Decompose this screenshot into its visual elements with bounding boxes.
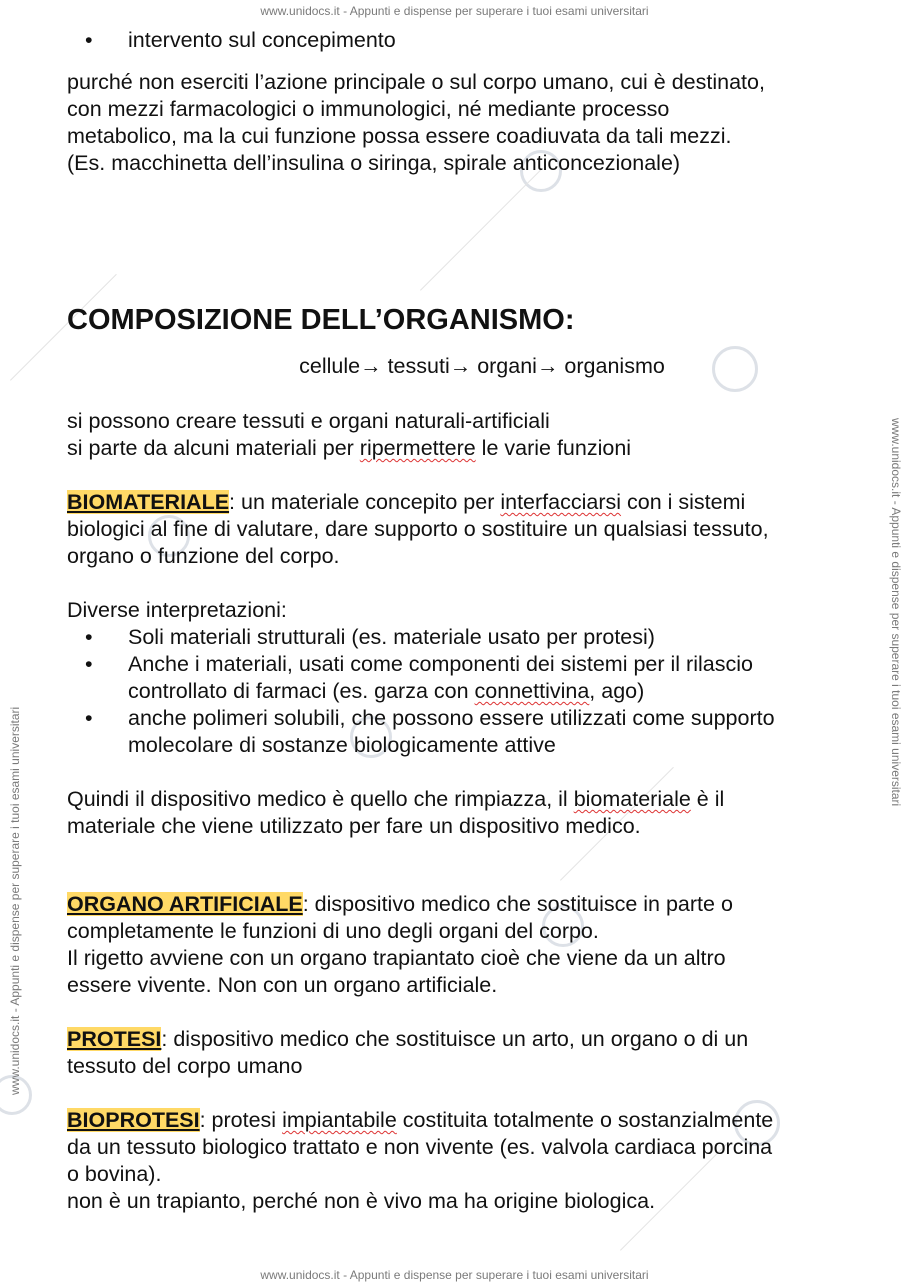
bullet-icon: • [85,706,93,730]
intro-bullet-list [67,27,897,54]
interpretations-title: Diverse interpretazioni: [67,598,287,622]
document-page [67,27,897,1215]
section-heading: COMPOSIZIONE DELL’ORGANISMO: [67,304,575,336]
conclusion-paragraph: Quindi il dispositivo medico è quello che rimpiazza, il biomateriale è il materiale che viene utilizzato per fare un dispositivo medico. [67,787,725,838]
protesi-definition: PROTESI: dispositivo medico che sostituisce un arto, un organo o di un tessuto del corpo umano [67,1027,749,1078]
list-item: • Soli materiali strutturali (es. materiale usato per protesi) [85,625,655,649]
watermark-bottom: www.unidocs.it - Appunti e dispense per superare i tuoi esami universitari [260,1268,649,1282]
bullet-icon: • [85,625,93,649]
term-protesi: PROTESI [67,1027,162,1051]
organo-artificiale-definition: ORGANO ARTIFICIALE: dispositivo medico che sostituisce in parte o completamente le funzioni di uno degli organi del corpo. Il rigetto avviene con un organo trapiantato cioè che viene da un altro essere vivente. Non con un organo artificiale. [67,892,733,997]
intro-paragraph: purché non eserciti l’azione principale o sul corpo umano, cui è destinato, con mezzi farmacologici o immunologici, né mediante processo metabolico, ma la cui funzione possa essere coadiuvata da tali mezzi. (Es. macchinetta dell’insulina o siringa, spirale anticoncezionale) [67,70,765,175]
bullet-icon: • [85,652,93,676]
term-biomateriale: BIOMATERIALE [67,490,230,514]
watermark-right: www.unidocs.it - Appunti e dispense per superare i tuoi esami universitari [889,418,903,807]
list-item: • intervento sul concepimento [85,28,396,52]
watermark-left: www.unidocs.it - Appunti e dispense per superare i tuoi esami universitari [8,706,22,1095]
term-organo-artificiale: ORGANO ARTIFICIALE [67,892,303,916]
bioprotesi-definition: BIOPROTESI: protesi impiantabile costituita totalmente o sostanzialmente da un tessuto biologico trattato e non vivente (es. valvola cardiaca porcina o bovina). non è un trapianto, perché non è vivo ma ha origine biologica. [67,1108,774,1213]
term-bioprotesi: BIOPROTESI [67,1108,200,1132]
biomateriale-definition: BIOMATERIALE: un materiale concepito per interfacciarsi con i sistemi biologici al fine di valutare, dare supporto o sostituire un qualsiasi tessuto, organo o funzione del corpo. [67,490,769,568]
watermark-top: www.unidocs.it - Appunti e dispense per superare i tuoi esami universitari [260,4,649,18]
list-item: • anche polimeri solubili, che possono essere utilizzati come supporto molecolare di sostanze biologicamente attive [85,706,775,757]
interpretations-list [67,624,897,759]
tissues-paragraph: si possono creare tessuti e organi naturali-artificiali si parte da alcuni materiali per ripermettere le varie funzioni [67,409,632,460]
list-item: • Anche i materiali, usati come componenti dei sistemi per il rilascio controllato di farmaci (es. garza con connettivina, ago) [85,652,753,703]
organization-chain: cellule→ tessuti→ organi→ organismo [299,354,665,378]
bullet-icon: • [85,28,93,52]
